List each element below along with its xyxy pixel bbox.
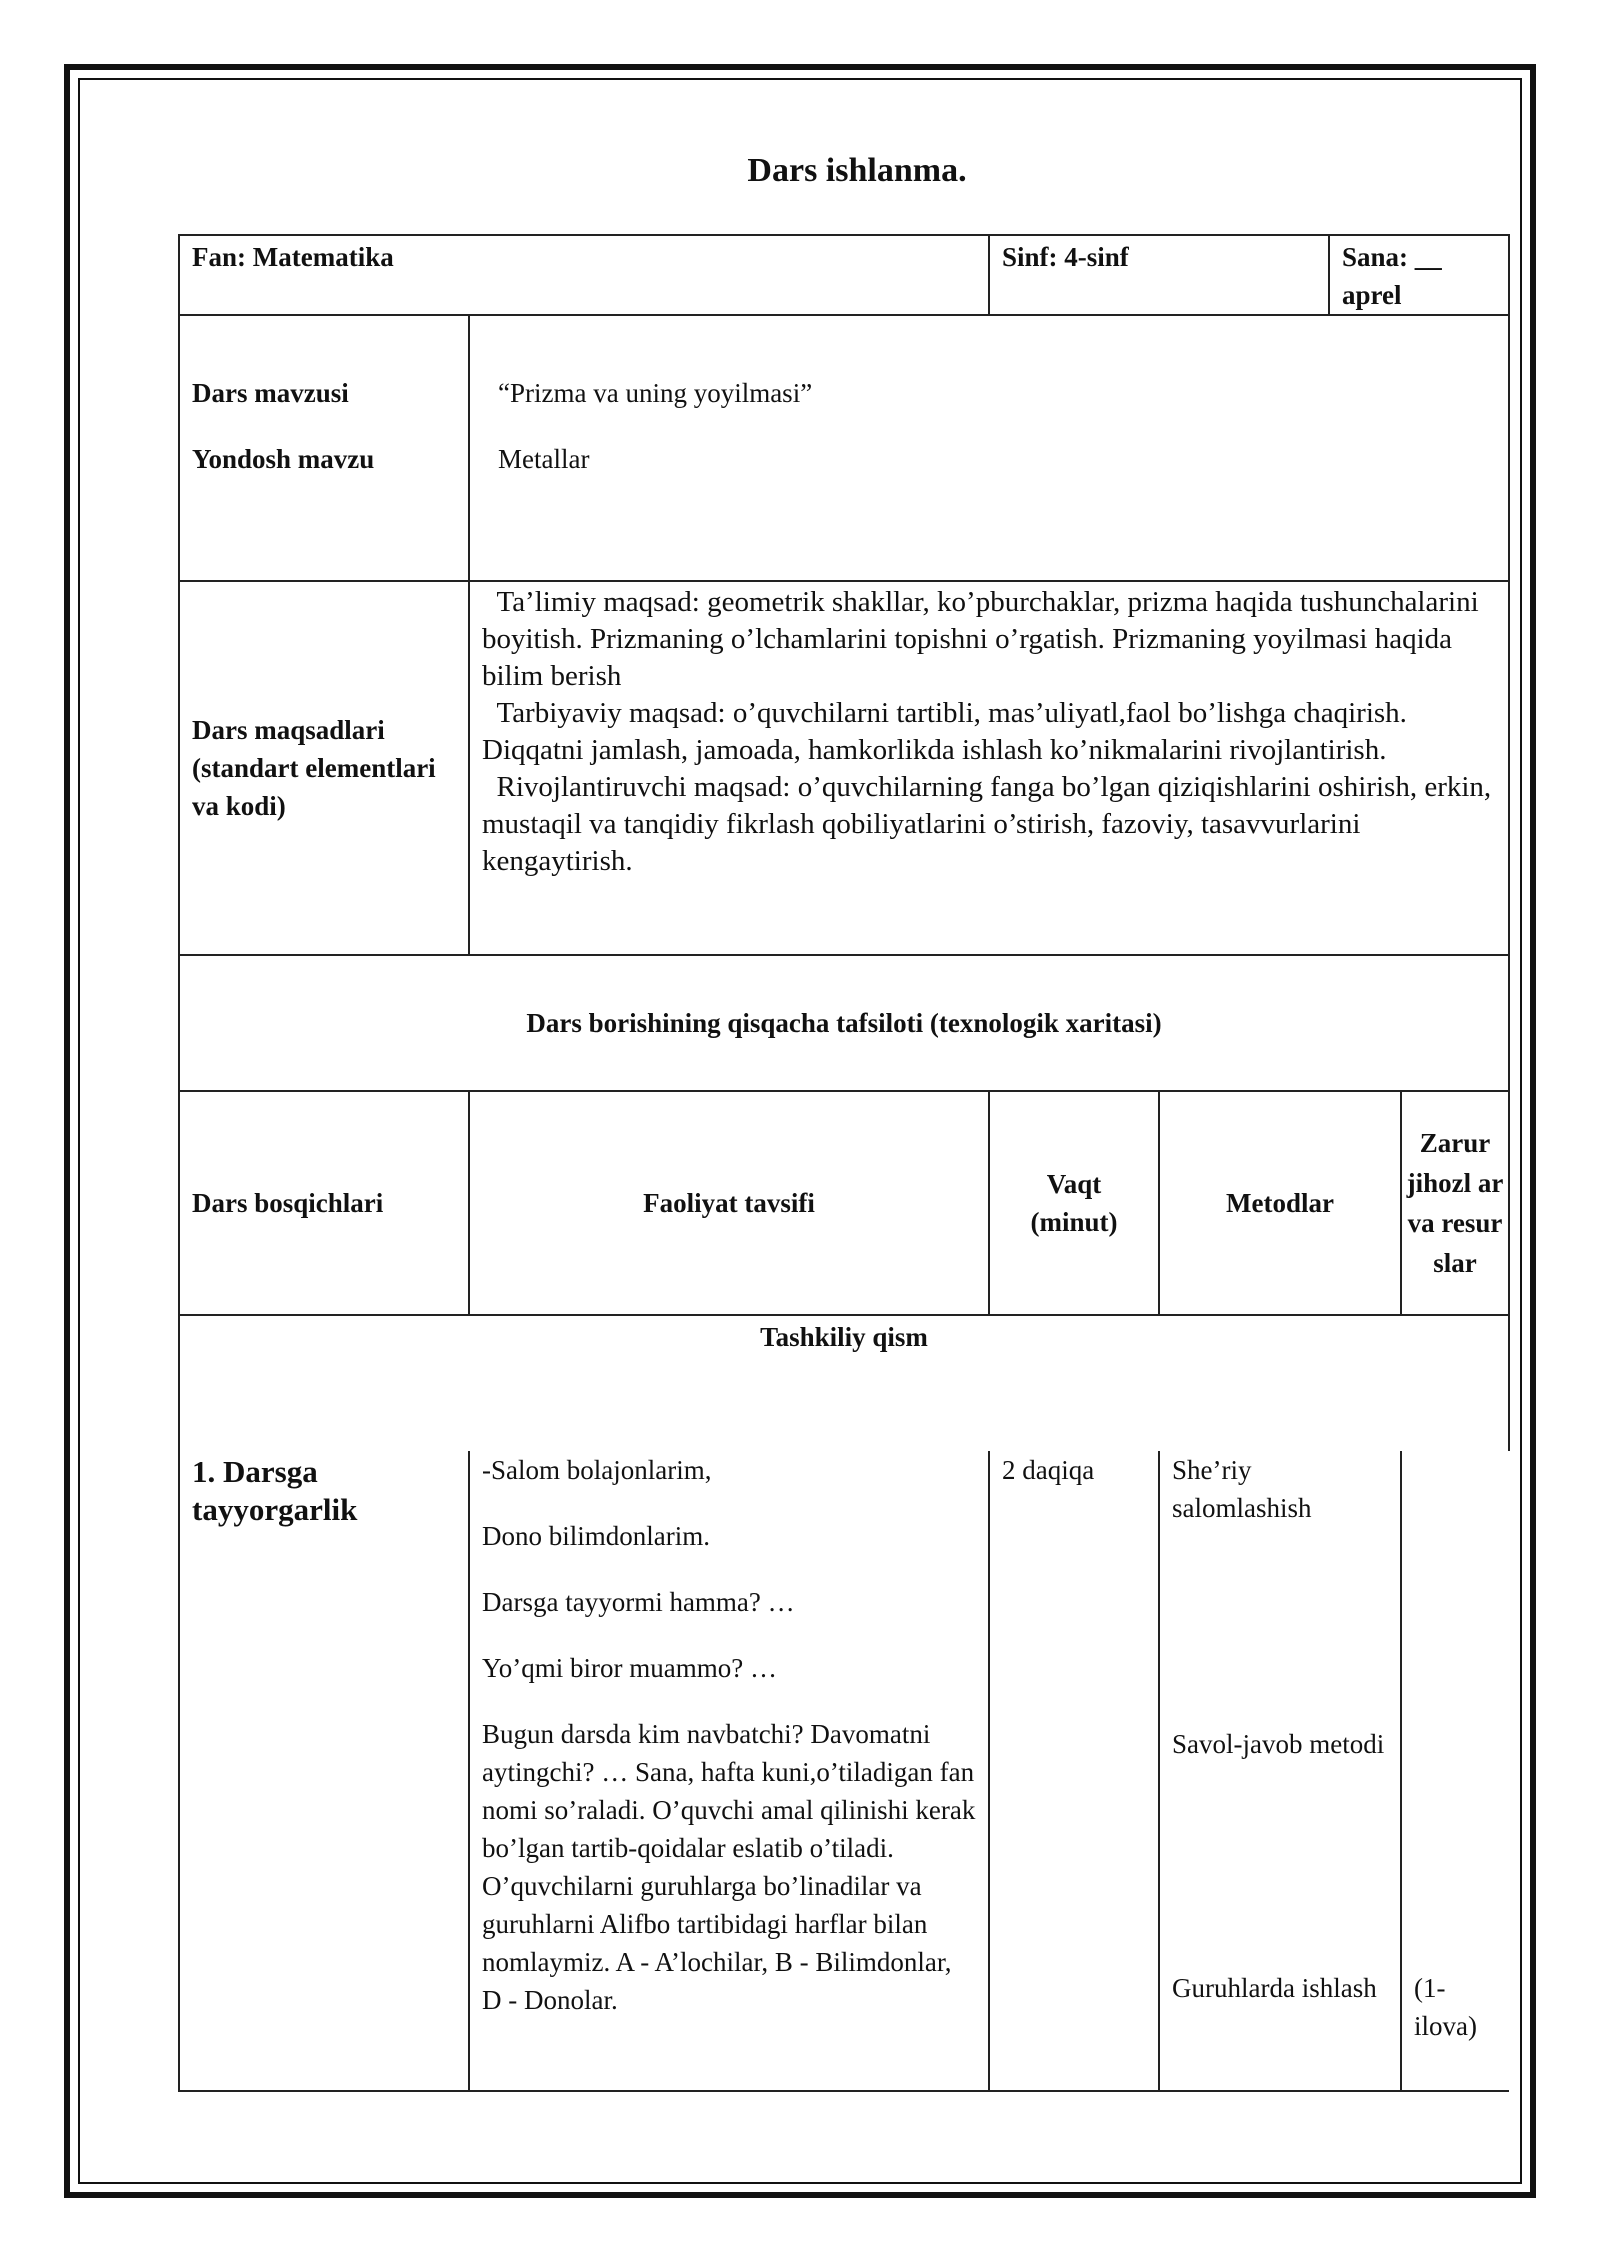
stage-cell: 1. Darsga tayyorgarlik xyxy=(179,1451,469,2091)
header-row xyxy=(179,235,1509,315)
document-title: Dars ishlanma. xyxy=(747,152,967,189)
fan-cell: Fan: Matematika xyxy=(179,235,989,315)
activity-line: Yo’qmi biror muammo? … xyxy=(482,1653,777,1683)
rivojlantiruvchi-goal: Rivojlantiruvchi maqsad: o’quvchilarning fanga bo’lgan qiziqishlarini oshirish, erkin, mustaqil va tanqidiy fikrlash qobiliyatlarini o’stirish, fazoviy, tasavvurlarini kengaytirish. xyxy=(482,771,1492,877)
activity-line: Darsga tayyormi hamma? … xyxy=(482,1587,795,1617)
methods-cell xyxy=(1159,1451,1401,2091)
topic-value: “Prizma va uning yoyilmasi” xyxy=(498,378,813,408)
goals-label: Dars maqsadlari (standart elementlari va kodi) xyxy=(179,581,469,955)
time-cell: 2 daqiqa xyxy=(989,1451,1159,2091)
goals-row xyxy=(179,581,1509,955)
table-row xyxy=(179,1451,1509,2091)
tashkiliy-label: Tashkiliy qism xyxy=(179,1315,1509,1451)
topic-values-cell xyxy=(469,315,1509,581)
section-title-row xyxy=(179,955,1509,1091)
resources-cell xyxy=(1401,1451,1509,2091)
col-header-time: Vaqt (minut) xyxy=(989,1091,1159,1315)
col-header-resources: Zarur jihozl ar va resur slar xyxy=(1401,1091,1509,1315)
sana-cell: Sana: __ aprel xyxy=(1329,235,1509,315)
col-header-methods: Metodlar xyxy=(1159,1091,1401,1315)
tarbiyaviy-goal: Tarbiyaviy maqsad: o’quvchilarni tartibli, mas’uliyatl,faol bo’lishga chaqirish. Diqqatni jamlash, jamoada, hamkorlikda ishlash ko’nikmalarini rivojlantirish. xyxy=(482,697,1407,766)
method-item: Guruhlarda ishlash xyxy=(1172,1973,1377,2003)
column-header-row xyxy=(179,1091,1509,1315)
activity-cell xyxy=(469,1451,989,2091)
topic-row xyxy=(179,315,1509,581)
resource-item: (1-ilova) xyxy=(1414,1973,1477,2041)
goals-text-cell xyxy=(469,581,1509,955)
talimiy-goal: Ta’limiy maqsad: geometrik shakllar, ko’pburchaklar, prizma haqida tushunchalarini boyitish. Prizmaning o’lchamlarini topishni o’rgatish. Prizmaning yoyilmasi haqida bilim berish xyxy=(482,586,1479,692)
topic-label: Dars mavzusi xyxy=(192,378,349,408)
activity-line: -Salom bolajonlarim, xyxy=(482,1455,712,1485)
col-header-stages: Dars bosqichlari xyxy=(179,1091,469,1315)
sinf-cell: Sinf: 4-sinf xyxy=(989,235,1329,315)
activity-line: Dono bilimdonlarim. xyxy=(482,1521,710,1551)
related-topic-label: Yondosh mavzu xyxy=(192,444,375,474)
lesson-plan-table xyxy=(178,234,1510,2092)
col-header-activity: Faoliyat tavsifi xyxy=(469,1091,989,1315)
activity-line: Bugun darsda kim navbatchi? Davomatni aytingchi? … Sana, hafta kuni,o’tiladigan fan nomi so’raladi. O’quvchi amal qilinishi kerak bo’lgan tartib-qoidalar eslatib o’tiladi. O’quvchilarni guruhlarga bo’linadilar va guruhlarni Alifbo tartibidagi harflar bilan nomlaymiz. A - A’lochilar, B - Bilimdonlar, D - Donolar. xyxy=(482,1719,976,2015)
method-item: She’riy salomlashish xyxy=(1172,1455,1312,1523)
section-title: Dars borishining qisqacha tafsiloti (texnologik xaritasi) xyxy=(179,955,1509,1091)
topic-labels-cell xyxy=(179,315,469,581)
related-topic-value: Metallar xyxy=(498,444,590,474)
method-item: Savol-javob metodi xyxy=(1172,1729,1385,1759)
tashkiliy-row xyxy=(179,1315,1509,1451)
